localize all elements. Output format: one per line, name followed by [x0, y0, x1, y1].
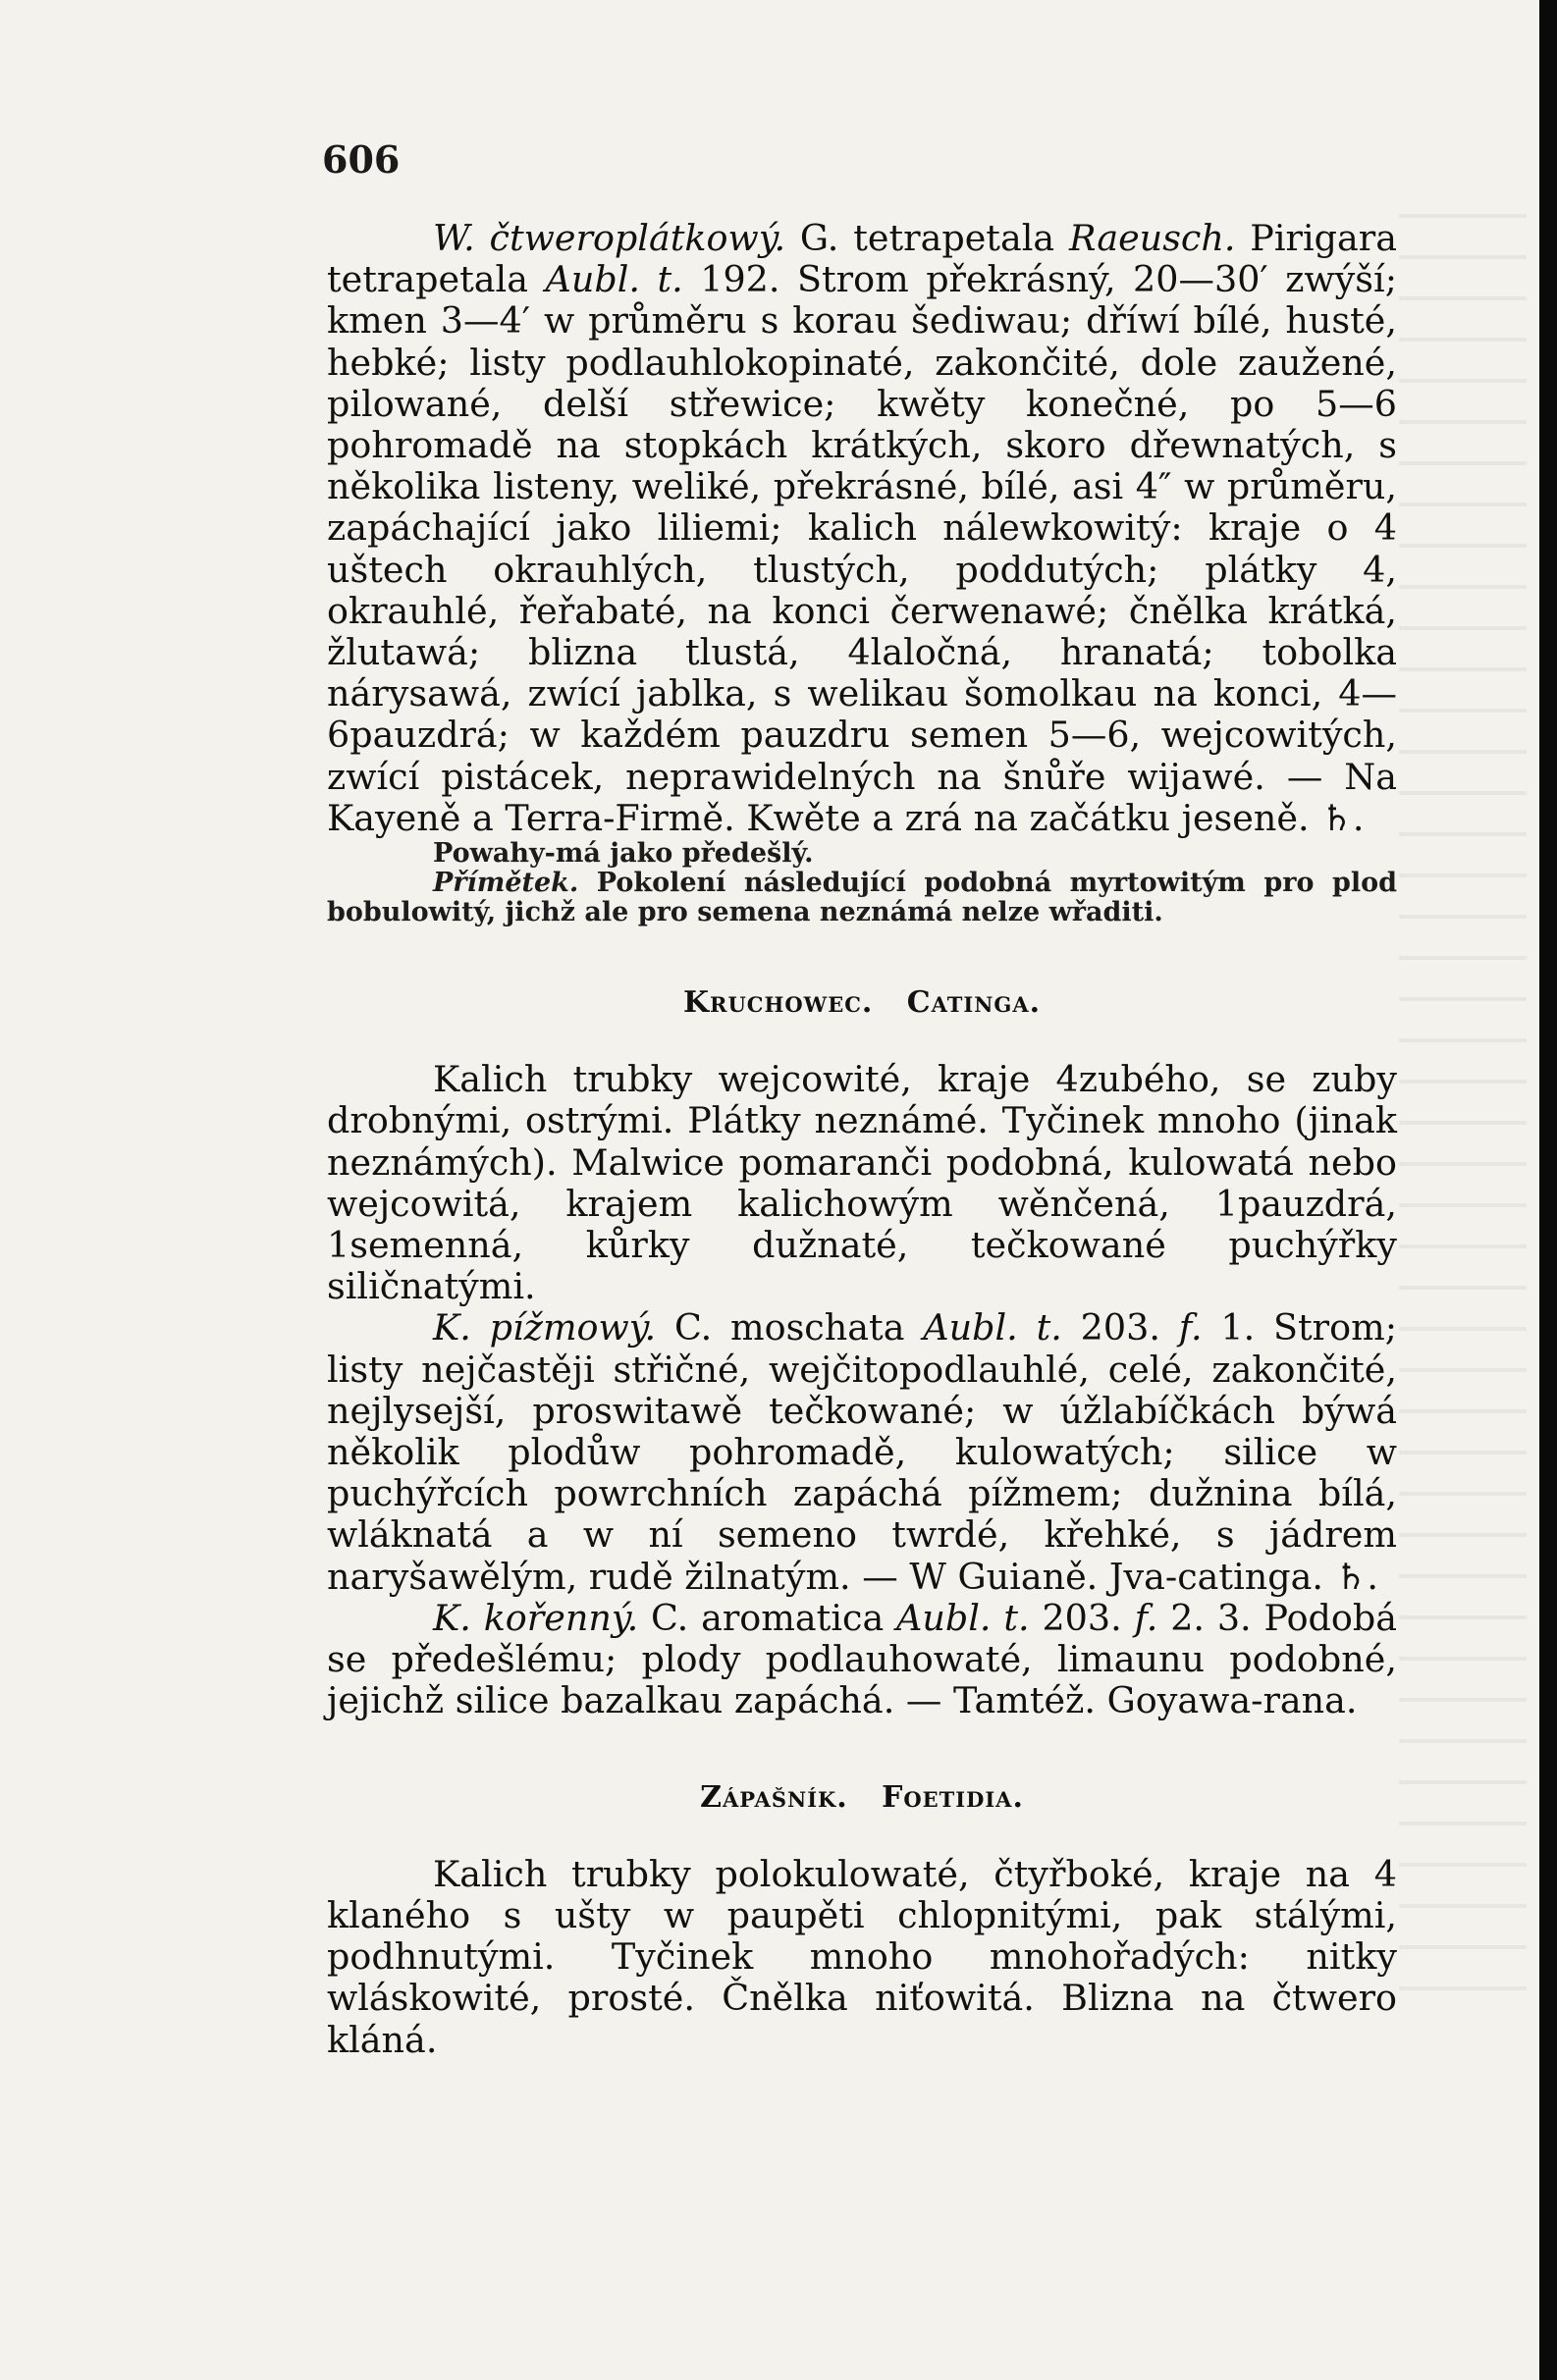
author-citation: Aubl. t.	[923, 1306, 1062, 1349]
author-citation: Aubl. t.	[896, 1596, 1030, 1639]
notes-block	[327, 839, 1397, 927]
figure-ref: f.	[1134, 1596, 1158, 1639]
genus-description: Kalich trubky polokulowaté, čtyřboké, kraje na 4 klaného s ušty w paupěti chlopnitými, pak stálými, podhnutými. Tyčinek mnoho mnohořadých: nitky wláskowité, prosté. Čnělka niťowitá. Blizna na čtwero kláná.	[327, 1852, 1397, 2061]
show-through-texture	[1399, 177, 1527, 1992]
species-name: W. čtweroplátkowý.	[433, 217, 786, 259]
species-name: K. kořenný.	[433, 1596, 639, 1639]
page-number: 606	[322, 137, 401, 182]
genus-heading-zapasnik: Zápašník. Foetidia.	[700, 1779, 1024, 1815]
entry-k-pizmowy: K. pížmowý. C. moschata Aubl. t. 203. f. 1. Strom; listy nejčastěji střičné, wejčitopodlauhlé, celé, zakončité, nejlysejší, proswitawě tečkowané; w úžlabíčkách býwá několik plodůw pohromadě, kulowatých; silice w puchýřcích powrchních zapáchá pížmem; dužnina bílá, wláknatá a w ní semeno twrdé, křehké, s jádrem naryšawělým, rudě žilnatým. — W Guianě. Jva-catinga. ♄.	[327, 1306, 1397, 1598]
species-name: K. pížmowý.	[433, 1306, 657, 1349]
note-remark: Přímětek. Pokolení následující podobná myrtowitým pro plod bobulowitý, jichž ale pro semena neznámá nelze wřaditi.	[327, 868, 1397, 928]
note-label: Přímětek.	[433, 868, 579, 899]
genus-description: Kalich trubky wejcowité, kraje 4zubého, se zuby drobnými, ostrými. Plátky neznámé. Tyčinek mnoho (jinak neznámých). Malwice pomaranči podobná, kulowatá nebo wejcowitá, krajem kalichowým wěnčená, 1pauzdrá, 1semenná, kůrky dužnaté, tečkowané puchýřky siličnatými.	[327, 1058, 1397, 1308]
entry-w-ctweroplatkowy: W. čtweroplátkowý. G. tetrapetala Raeusch. Pirigara tetrapetala Aubl. t. 192. Strom překrásný, 20—30′ zwýší; kmen 3—4′ w průměru s korau šediwau; dříwí bílé, husté, hebké; listy podlauhlokopinaté, zakončité, dole zaužené, pilowané, delší střewice; kwěty konečné, po 5—6 pohromadě na stopkách krátkých, skoro dřewnatých, s několika listeny, weliké, překrásné, bílé, asi 4″ w průměru, zapáchající jako liliemi; kalich nálewkowitý: kraje o 4 uštech okrauhlých, tlustých, poddutých; plátky 4, okrauhlé, řeřabaté, na konci čerwenawé; čnělka krátká, žlutawá; blizna tlustá, 4laločná, hranatá; tobolka nárysawá, zwící jablka, s welikau šomolkau na konci, 4—6pauzdrá; w každém pauzdru semen 5—6, wejcowitých, zwící pistácek, neprawidelných na šnůře wijawé. — Na Kayeně a Terra-Firmě. Kwěte a zrá na začátku jeseně. ♄.	[327, 217, 1397, 839]
author-citation: Raeusch.	[1069, 217, 1236, 259]
author-citation: Aubl. t.	[545, 258, 683, 301]
entry-k-korenny: K. kořenný. C. aromatica Aubl. t. 203. f. 2. 3. Podobá se předešlému; plody podlauhowaté, limaunu podobné, jejichž silice bazalkau zapáchá. — Tamtéž. Goyawa-rana.	[327, 1596, 1398, 1722]
note-line: Powahy-má jako předešlý.	[433, 838, 814, 870]
scan-border	[1539, 0, 1557, 2380]
figure-ref: f.	[1178, 1306, 1203, 1349]
genus-heading-kruchowec: Kruchowec. Catinga.	[682, 985, 1042, 1021]
page-body	[327, 218, 1397, 2061]
